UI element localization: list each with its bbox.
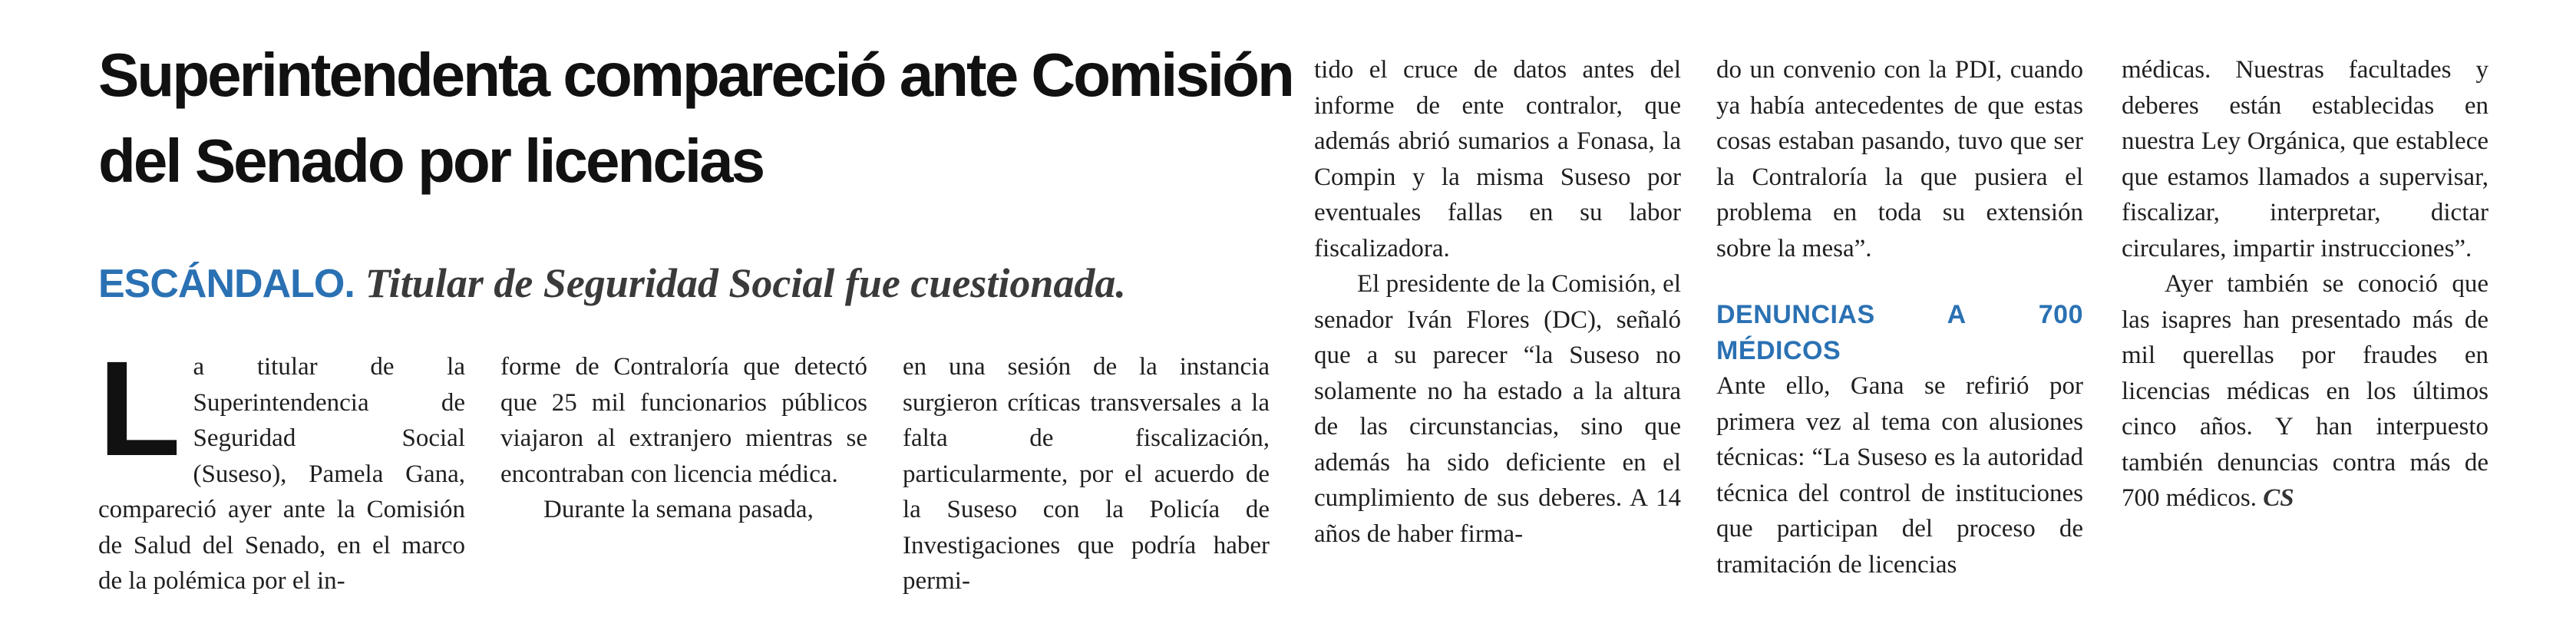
body-column-5: do un convenio con la PDI, cuando ya había antecedentes de que estas cosas estaban pasando, tuvo que ser la Contraloría la que pusiera el problema en toda su extensión sobre la mesa”. DENUNCIAS A 700 MÉDICOS Ante ello, Gana se refirió por primera vez al tema con alusiones técnicas: “La Suseso es la autoridad técnica del control de instituciones que participan del proceso de tramitación de licencias <box>1716 56 2083 579</box>
subhead-line <box>98 259 1296 307</box>
subhead: Titular de Seguridad Social fue cuestionada. <box>365 260 1126 306</box>
author-initials: CS <box>2263 484 2294 512</box>
headline: Superintendenta compareció ante Comisión del Senado por licencias <box>98 41 1293 195</box>
body-column-6: médicas. Nuestras facultades y deberes están establecidas en nuestra Ley Orgánica, que establece que estamos llamados a supervisar, fiscalizar, interpretar, dictar circulares, impartir instrucciones”. Ayer también se conoció que las isapres han presentado más de mil querellas por fraudes en licencias médicas en los últimos cinco años. Y han interpuesto también denuncias contra más de 700 médicos. CS <box>2122 56 2488 512</box>
body-column-3: en una sesión de la instancia surgieron críticas transversales a la falta de fiscalización, particularmente, por el acuerdo de la Suseso con la Policía de Investigaciones que podría haber permi- <box>903 353 1270 595</box>
kicker: ESCÁNDALO. <box>98 262 355 306</box>
body-column-1 <box>98 334 465 599</box>
body-paragraph-1: La titular de la Superintendencia de Seguridad Social (Suseso), Pamela Gana, compareció ayer ante la Comisión de Salud del Senado, en el marco de la polémica por el in- <box>98 334 465 595</box>
section-heading: DENUNCIAS A 700 MÉDICOS <box>1716 300 2083 365</box>
body-column-2: forme de Contraloría que detectó que 25 mil funcionarios públicos viajaron al extranjero mientras se encontraban con licencia médica. Durante la semana pasada, <box>500 353 867 523</box>
body-column-4: tido el cruce de datos antes del informe de ente contralor, que además abrió sumarios a Fonasa, la Compin y la misma Suseso por eventuales fallas en su labor fiscalizadora. El presidente de la Comisión, el senador Iván Flores (DC), señaló que a su parecer “la Suseso no solamente no ha estado a la altura de las circunstancias, sino que además ha sido deficiente en el cumplimiento de sus deberes. A 14 años de haber firma- <box>1314 56 1681 548</box>
drop-cap: L <box>98 334 181 484</box>
